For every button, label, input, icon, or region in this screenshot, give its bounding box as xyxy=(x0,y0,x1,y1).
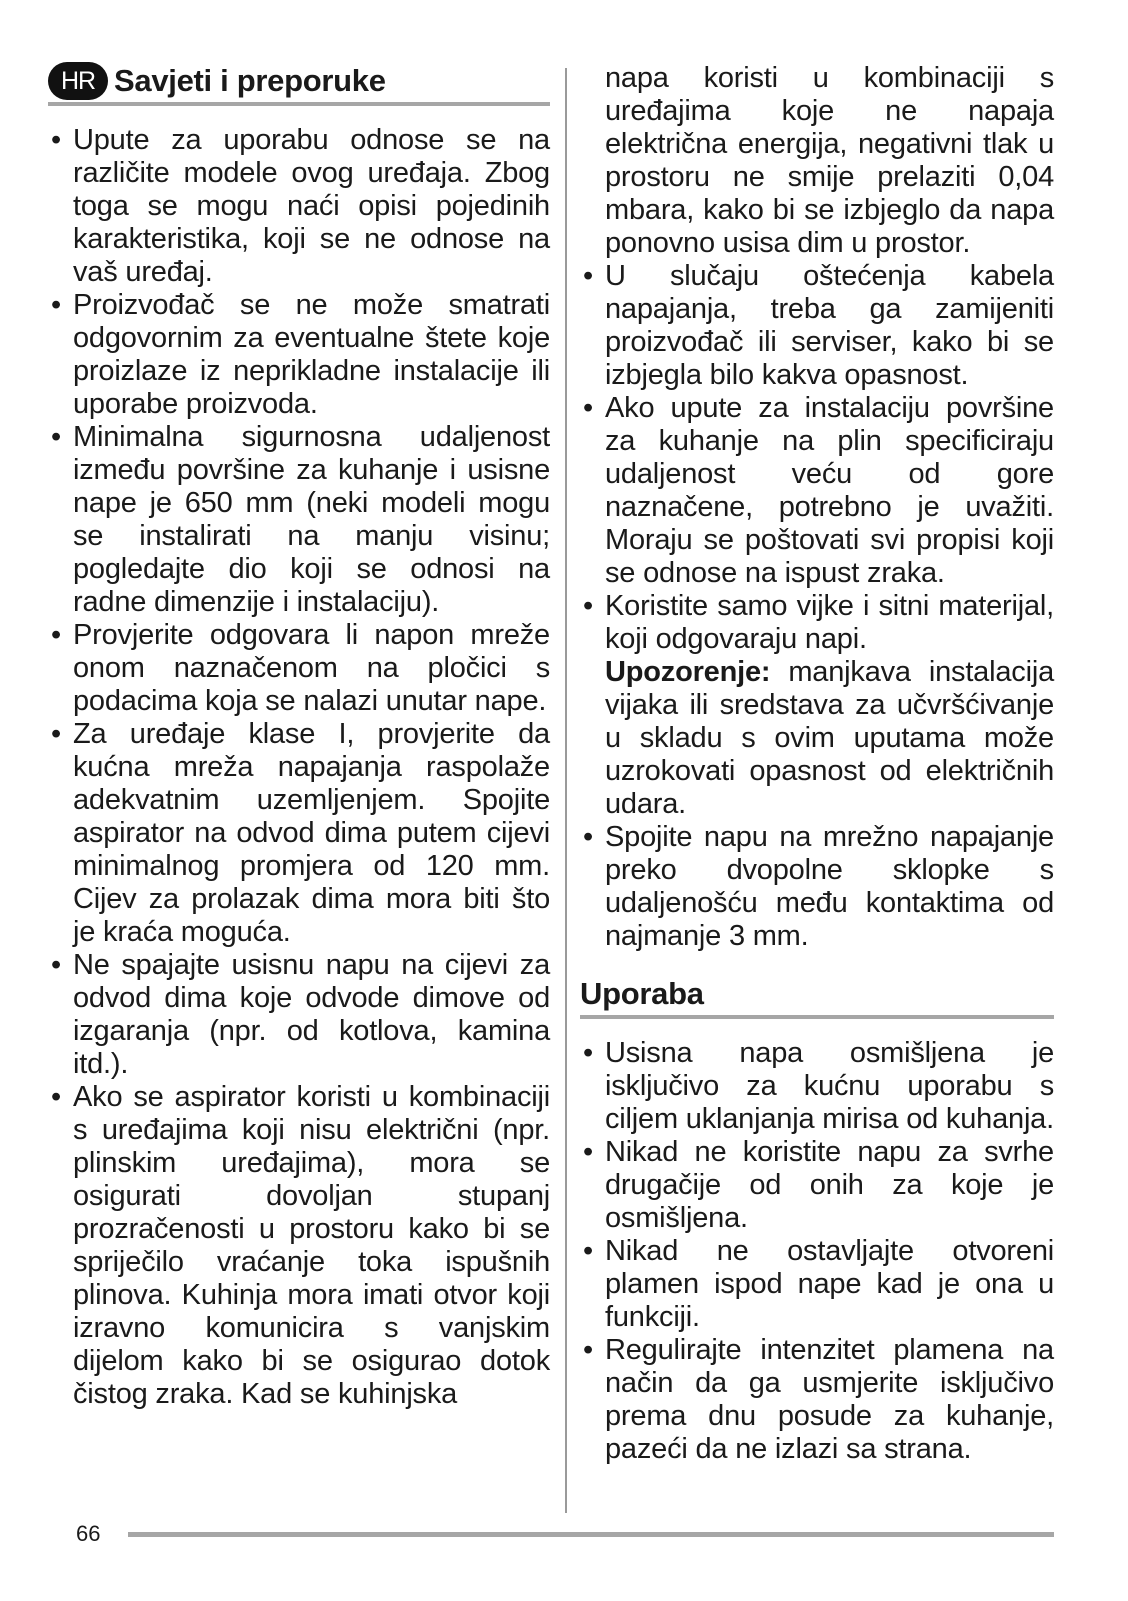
list-item: • Proizvođač se ne može smatrati odgovornim za eventualne štete koje proizlaze iz neprikladne instalacije ili uporabe proizvoda. xyxy=(48,289,550,421)
screws-text: • Koristite samo vijke i sitni materijal, koji odgovaraju napi. xyxy=(605,590,1054,655)
section-title: Uporaba xyxy=(580,976,704,1011)
usage-bullet-list xyxy=(580,1037,1054,1466)
language-badge: HR xyxy=(48,62,108,100)
list-item: • Nikad ne koristite napu za svrhe drugačije od onih za koje je osmišljena. xyxy=(580,1136,1054,1235)
section-title: Savjeti i preporuke xyxy=(114,63,386,98)
list-item: • Provjerite odgovara li napon mreže onom naznačenom na pločici s podacima koja se nalazi unutar nape. xyxy=(48,619,550,718)
footer-rule xyxy=(128,1532,1054,1537)
list-item: • Ne spajajte usisnu napu na cijevi za odvod dima koje odvode dimove od izgaranja (npr. od kotlova, kamina itd.). xyxy=(48,949,550,1081)
list-item: • Upute za uporabu odnose se na različite modele ovog uređaja. Zbog toga se mogu naći opisi pojedinih karakteristika, koji se ne odnose na vaš uređaj. xyxy=(48,124,550,289)
section-heading-usage xyxy=(580,975,1054,1019)
list-item: • Minimalna sigurnosna udaljenost između površine za kuhanje i usisne nape je 650 mm (neki modeli mogu se instalirati na manju visinu; pogledajte dio koji se odnosi na radne dimenzije i instalaciju). xyxy=(48,421,550,619)
list-item xyxy=(580,590,1054,821)
list-item: • Ako se aspirator koristi u kombinaciji s uređajima koji nisu električni (npr. plinskim uređajima), mora se osigurati dovoljan stupanj prozračenosti u prostoru kako bi se spriječilo vraćanje toka ispušnih plinova. Kuhinja mora imati otvor koji izravno komunicira s vanjskim dijelom kako bi se osigurao dotok čistog zraka. Kad se kuhinjska xyxy=(48,1081,550,1411)
list-item: • Nikad ne ostavljajte otvoreni plamen ispod nape kad je ona u funkciji. xyxy=(580,1235,1054,1334)
warning-paragraph xyxy=(605,656,1054,821)
continued-paragraph: napa koristi u kombinaciji s uređajima koje ne napaja električna energija, negativni tlak u prostoru ne smije prelaziti 0,04 mbara, kako bi se izbjeglo da napa ponovno usisa dim u prostor. xyxy=(605,62,1054,259)
page-number: 66 xyxy=(76,1521,101,1546)
list-item: • Ako upute za instalaciju površine za kuhanje na plin specificiraju udaljenost veću od gore naznačene, potrebno je uvažiti. Moraju se poštovati svi propisi koji se odnose na ispust zraka. xyxy=(580,392,1054,590)
section-heading xyxy=(48,62,550,106)
list-item: • Usisna napa osmišljena je isključivo za kućnu uporabu s ciljem uklanjanja mirisa od kuhanja. xyxy=(580,1037,1054,1136)
warning-label: Upozorenje: xyxy=(605,656,771,688)
list-item: • U slučaju oštećenja kabela napajanja, treba ga zamijeniti proizvođač ili serviser, kako bi se izbjegla bilo kakva opasnost. xyxy=(580,260,1054,392)
right-column xyxy=(580,62,1054,1466)
list-item: • Za uređaje klase I, provjerite da kućna mreža napajanja raspolaže adekvatnim uzemljenjem. Spojite aspirator na odvod dima putem cijevi minimalnog promjera od 120 mm. Cijev za prolazak dima mora biti što je kraća moguća. xyxy=(48,718,550,949)
column-divider xyxy=(565,68,567,1513)
list-item: • Spojite napu na mrežno napajanje preko dvopolne sklopke s udaljenošću među kontaktima od najmanje 3 mm. xyxy=(580,821,1054,953)
left-column xyxy=(48,62,550,1411)
safety-bullet-list-continued xyxy=(580,260,1054,953)
safety-bullet-list xyxy=(48,124,550,1411)
list-item: • Regulirajte intenzitet plamena na način da ga usmjerite isključivo prema dnu posude za kuhanje, pazeći da ne izlazi sa strana. xyxy=(580,1334,1054,1466)
warning-text: manjkava instalacija vijaka ili sredstava za učvršćivanje u skladu s ovim uputama može uzrokovati opasnost od električnih udara. xyxy=(605,656,1054,820)
